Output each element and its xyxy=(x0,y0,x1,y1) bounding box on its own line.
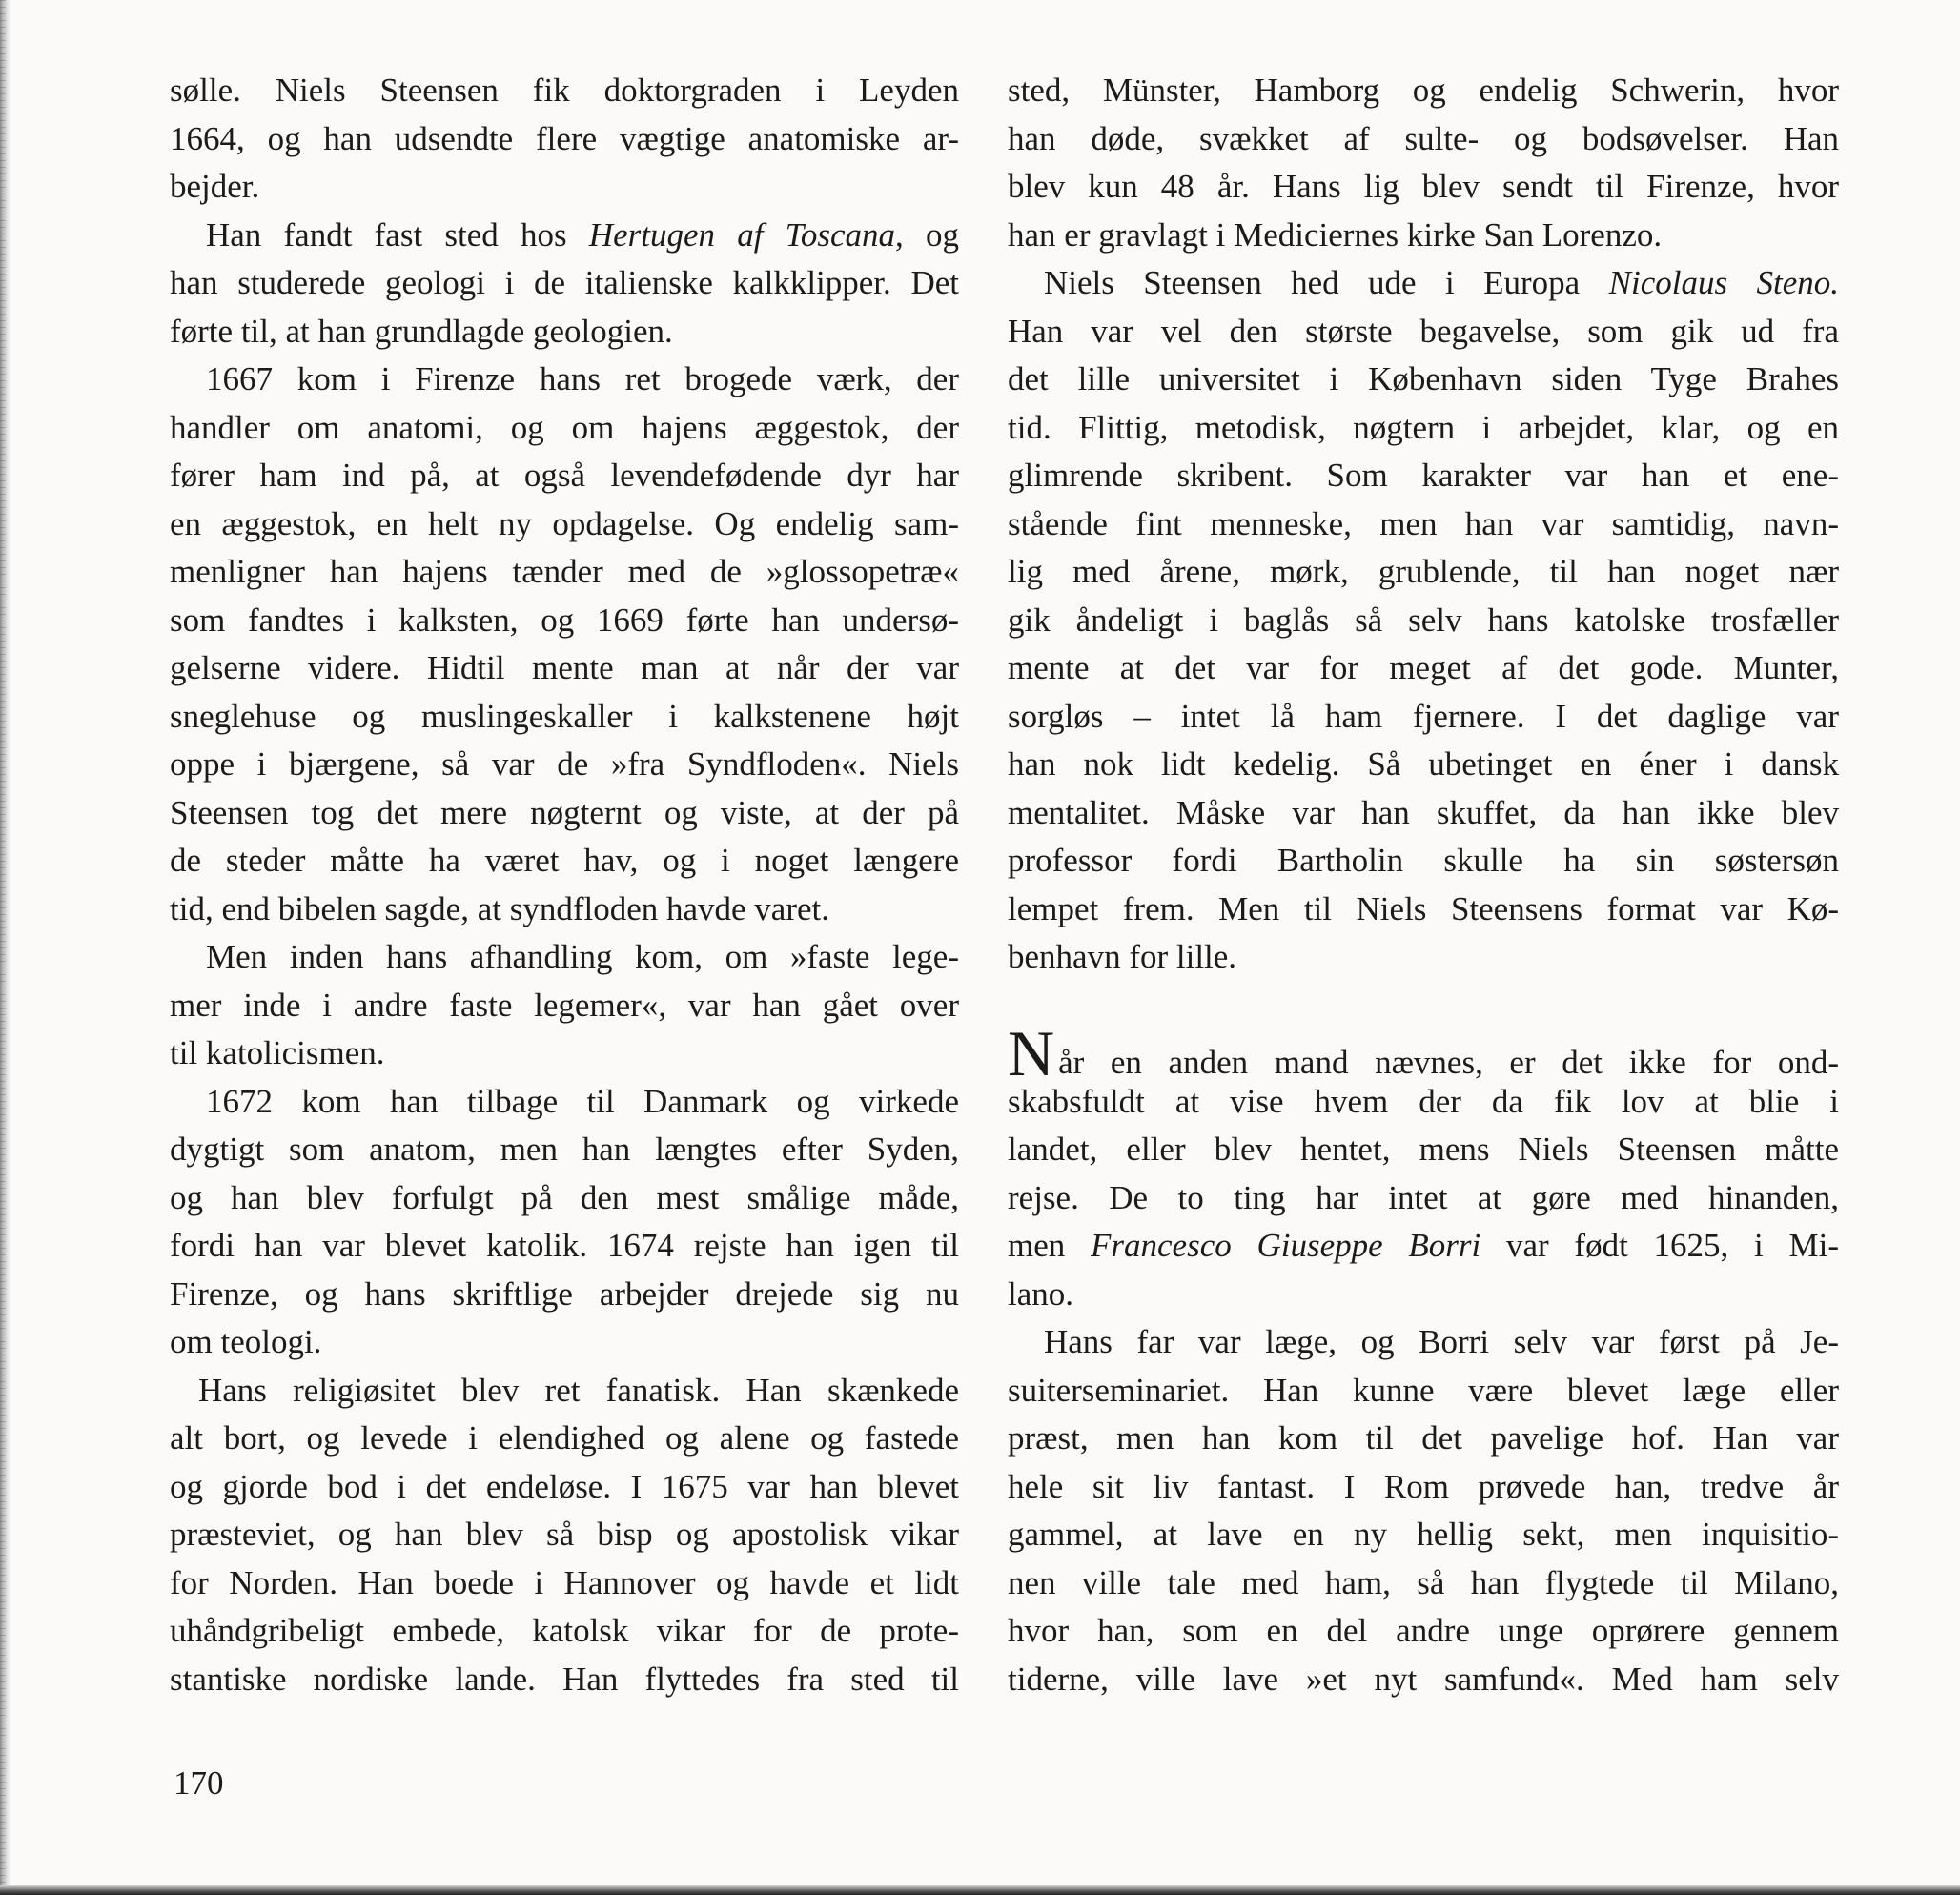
text-line: til katolicismen. xyxy=(170,1034,385,1071)
page-number: 170 xyxy=(174,1764,224,1802)
text-line: 1667 kom i Firenze hans ret brogede værk, der xyxy=(206,360,959,397)
text-span: Han fandt fast sted hos xyxy=(206,215,589,254)
text-line: tid. Flittig, metodisk, nøgtern i arbejdet, klar, og en xyxy=(1008,408,1839,446)
text-line: en æggestok, en helt ny opdagelse. Og endelig sam- xyxy=(170,504,959,542)
bottom-edge xyxy=(0,1885,1960,1895)
text-line: fører ham ind på, at også levendefødende dyr har xyxy=(170,457,959,494)
text-line: hvor han, som en del andre unge oprørere gennem xyxy=(1008,1612,1839,1649)
text-line: mentalitet. Måske var han skuffet, da han ikke blev xyxy=(1008,793,1839,831)
text-span: men xyxy=(1008,1227,1091,1264)
italic-text: Hertugen af Toscana xyxy=(588,215,896,254)
text-line: førte til, at han grundlagde geologien. xyxy=(170,312,673,350)
text-line: gammel, at lave en ny hellig sekt, men inquisitio- xyxy=(1008,1516,1839,1553)
text-line: han nok lidt kedelig. Så ubetinget en éner i dansk xyxy=(1008,745,1839,783)
text-line: landet, eller blev hentet, mens Niels Steensen måtte xyxy=(1008,1131,1839,1168)
text-line: glimrende skribent. Som karakter var han et ene- xyxy=(1008,457,1839,494)
paragraph-gap xyxy=(1008,982,1839,1030)
text-line: oppe i bjærgene, så var de »fra Syndfloden«. Niels xyxy=(170,745,959,783)
text-line: lig med årene, mørk, grublende, til han noget nær xyxy=(1008,553,1839,590)
text-line: nen ville tale med ham, så han flygtede til Milano, xyxy=(1008,1563,1839,1601)
text-line: gelserne videre. Hidtil mente man at når der var xyxy=(170,649,959,686)
text-line: fordi han var blevet katolik. 1674 rejste han igen til xyxy=(170,1227,959,1264)
text-line: handler om anatomi, og om hajens æggestok, der xyxy=(170,408,959,446)
text-line: 1664, og han udsendte flere vægtige anatomiske ar- xyxy=(170,119,959,157)
text-line: suiterseminariet. Han kunne være blevet læge eller xyxy=(1008,1371,1839,1409)
text-line: alt bort, og levede i elendighed og alene og fastede xyxy=(170,1419,959,1457)
text-line: mer inde i andre faste legemer«, var han gået over xyxy=(170,986,959,1024)
text-line xyxy=(1008,259,1839,308)
text-line: sorgløs – intet lå ham fjernere. I det daglige var xyxy=(1008,697,1839,735)
text-line: professor fordi Bartholin skulle ha sin søstersøn xyxy=(1008,842,1839,879)
text-line: menligner han hajens tænder med de »glossopetræ« xyxy=(170,553,959,590)
text-line: det lille universitet i København siden Tyge Brahes xyxy=(1008,360,1839,397)
text-line: benhavn for lille. xyxy=(1008,938,1237,975)
text-line: Han var vel den største begavelse, som gik ud fra xyxy=(1008,312,1839,350)
text-line: Men inden hans afhandling kom, om »faste lege- xyxy=(206,938,959,975)
text-line: for Norden. Han boede i Hannover og havde et lidt xyxy=(170,1563,959,1601)
text-line: lano. xyxy=(1008,1274,1074,1313)
italic-text: Nicolaus Steno. xyxy=(1608,264,1839,301)
text-line: tid, end bibelen sagde, at syndfloden havde varet. xyxy=(170,889,830,927)
text-line: rejse. De to ting har intet at gøre med hinanden, xyxy=(1008,1178,1839,1216)
text-span: år en anden mand nævnes, er det ikke for ond- xyxy=(1058,1044,1839,1081)
text-line: og han blev forfulgt på den mest smålige måde, xyxy=(170,1178,959,1216)
text-line: tiderne, ville lave »et nyt samfund«. Med ham selv xyxy=(1008,1660,1839,1698)
text-line: uhåndgribeligt embede, katolsk vikar for de prote- xyxy=(170,1612,959,1649)
text-line: dygtigt som anatom, men han længtes efter Syden, xyxy=(170,1131,959,1168)
text-line xyxy=(1008,1222,1839,1271)
text-line: han er gravlagt i Mediciernes kirke San Lorenzo. xyxy=(1008,215,1663,254)
text-line: sølle. Niels Steensen fik doktorgraden i Leyden xyxy=(170,71,959,109)
text-line: præsteviet, og han blev så bisp og apostolisk vikar xyxy=(170,1516,959,1553)
text-line: præst, men han kom til det pavelige hof. Han var xyxy=(1008,1419,1839,1457)
text-line: lempet frem. Men til Niels Steensens format var Kø- xyxy=(1008,889,1839,927)
text-line: og gjorde bod i det endeløse. I 1675 var han blevet xyxy=(170,1467,959,1505)
text-span: var født 1625, i Mi- xyxy=(1480,1227,1839,1264)
text-line: de steder måtte ha været hav, og i noget længere xyxy=(170,842,959,879)
text-line: bejder. xyxy=(170,168,260,205)
text-line: gik åndeligt i baglås så selv hans katolske trosfæller xyxy=(1008,601,1839,639)
text-line: Steensen tog det mere nøgternt og viste, at der på xyxy=(170,793,959,831)
text-line: 1672 kom han tilbage til Danmark og virkede xyxy=(206,1082,959,1120)
text-line-dropcap xyxy=(1008,1017,1839,1090)
italic-text: Francesco Giuseppe Borri xyxy=(1091,1227,1481,1264)
text-line: Hans far var læge, og Borri selv var først på Je- xyxy=(1044,1323,1839,1360)
text-line: han studerede geologi i de italienske kalkklipper. Det xyxy=(170,264,959,301)
page-edge-lines xyxy=(0,0,6,1895)
text-line: mente at det var for meget af det gode. Munter, xyxy=(1008,649,1839,686)
text-line xyxy=(170,212,959,260)
text-line: om teologi. xyxy=(170,1323,322,1360)
text-line: stantiske nordiske lande. Han flyttedes fra sted til xyxy=(170,1660,959,1698)
text-line: han døde, svækket af sulte- og bodsøvelser. Han xyxy=(1008,119,1839,157)
text-line: som fandtes i kalksten, og 1669 førte han undersø- xyxy=(170,601,959,639)
right-text-column xyxy=(1008,67,1839,1703)
text-line: Firenze, og hans skriftlige arbejder drejede sig nu xyxy=(170,1274,959,1313)
left-text-column xyxy=(170,67,959,1703)
text-span: Niels Steensen hed ude i Europa xyxy=(1044,264,1609,301)
text-span: , og xyxy=(895,215,959,254)
text-line: blev kun 48 år. Hans lig blev sendt til Firenze, hvor xyxy=(1008,168,1839,205)
text-line: stående fint menneske, men han var samtidig, navn- xyxy=(1008,504,1839,542)
text-line: sted, Münster, Hamborg og endelig Schwerin, hvor xyxy=(1008,71,1839,109)
text-line: Hans religiøsitet blev ret fanatisk. Han skænkede xyxy=(198,1371,959,1409)
text-line: hele sit liv fantast. I Rom prøvede han, tredve år xyxy=(1008,1467,1839,1505)
text-line: skabsfuldt at vise hvem der da fik lov at blie i xyxy=(1008,1082,1839,1120)
drop-cap: N xyxy=(1008,1017,1055,1090)
text-line: sneglehuse og muslingeskaller i kalkstenene højt xyxy=(170,697,959,735)
